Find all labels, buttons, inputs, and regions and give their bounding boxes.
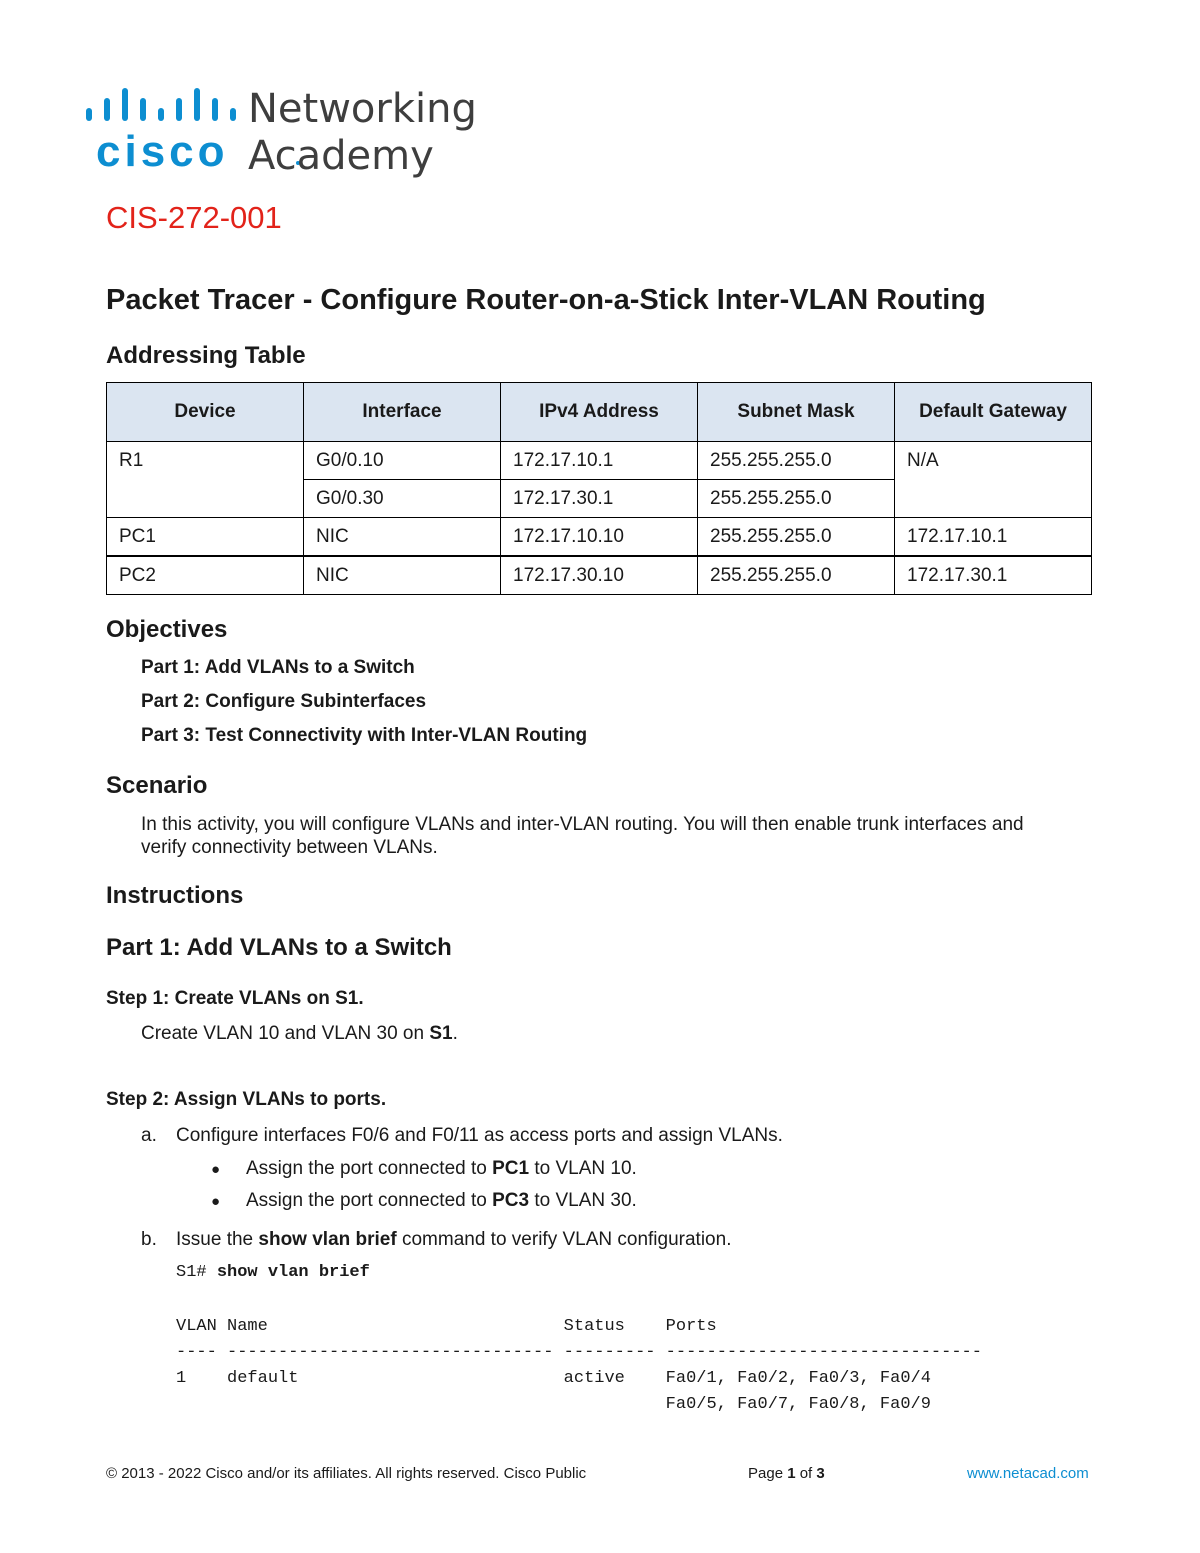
part1-heading: Part 1: Add VLANs to a Switch: [106, 934, 452, 961]
table-cell-ip: 172.17.30.1: [501, 480, 698, 518]
cisco-wordmark: cisco: [96, 127, 229, 176]
table-row: [107, 442, 1092, 480]
cli-output-row: 1 default active Fa0/1, Fa0/2, Fa0/3, Fa0/4: [176, 1369, 931, 1388]
logo-academy-text: Academy: [248, 133, 434, 179]
table-cell-interface: NIC: [304, 518, 501, 557]
cli-output-row: Fa0/5, Fa0/7, Fa0/8, Fa0/9: [176, 1395, 931, 1414]
cisco-networking-academy-logo: [82, 86, 482, 182]
table-header-cell: Default Gateway: [895, 383, 1092, 442]
scenario-heading: Scenario: [106, 772, 208, 799]
footer-netacad-link[interactable]: www.netacad.com: [967, 1465, 1089, 1482]
step1-device: S1: [429, 1023, 453, 1044]
table-cell-ip: 172.17.30.10: [501, 556, 698, 595]
table-cell-ip: 172.17.10.10: [501, 518, 698, 557]
table-cell-gateway: 172.17.10.1: [895, 518, 1092, 557]
table-cell-mask: 255.255.255.0: [698, 556, 895, 595]
logo-networking-text: Networking: [248, 86, 477, 132]
bullet-text-part: to VLAN 10.: [529, 1158, 637, 1179]
page-current: 1: [787, 1465, 796, 1482]
table-cell-mask: 255.255.255.0: [698, 480, 895, 518]
table-header-cell: Device: [107, 383, 304, 442]
bullet-text-part: to VLAN 30.: [529, 1190, 637, 1211]
bullet-icon: ●: [211, 1161, 221, 1178]
table-cell-interface: NIC: [304, 556, 501, 595]
objectives-heading: Objectives: [106, 616, 228, 643]
step2b-text-part: command to verify VLAN configuration.: [396, 1229, 732, 1250]
table-header-cell: Subnet Mask: [698, 383, 895, 442]
table-cell-device: PC1: [107, 518, 304, 557]
cli-output-header: VLAN Name Status Ports: [176, 1317, 717, 1336]
cli-output-rule: ---- -------------------------------- --------- -------------------------------: [176, 1343, 982, 1362]
table-cell-mask: 255.255.255.0: [698, 518, 895, 557]
table-cell-device: PC2: [107, 556, 304, 595]
step1-text: [141, 1022, 1061, 1045]
table-cell-interface: G0/0.30: [304, 480, 501, 518]
step2b-command: show vlan brief: [258, 1229, 397, 1250]
step2-bullet1: [246, 1158, 637, 1180]
cli-prompt: S1#: [176, 1263, 217, 1282]
table-header-row: [107, 383, 1092, 442]
step2a-text: Configure interfaces F0/6 and F0/11 as access ports and assign VLANs.: [176, 1125, 783, 1146]
objective-item: Part 2: Configure Subinterfaces: [141, 691, 427, 712]
step2-title: Step 2: Assign VLANs to ports.: [106, 1089, 387, 1110]
objective-item: Part 1: Add VLANs to a Switch: [141, 657, 415, 678]
addressing-table: [106, 382, 1092, 595]
footer-copyright: © 2013 - 2022 Cisco and/or its affiliates. All rights reserved. Cisco Public: [106, 1465, 587, 1482]
bullet-device: PC1: [492, 1158, 530, 1179]
addressing-table-heading: Addressing Table: [106, 342, 306, 369]
cli-command: show vlan brief: [216, 1263, 370, 1282]
scenario-text: In this activity, you will configure VLANs and inter-VLAN routing. You will then enable trunk interfaces and verify connectivity between VLANs.: [141, 814, 1024, 858]
bullet-text-part: Assign the port connected to: [246, 1158, 493, 1179]
step2b-text-part: Issue the: [176, 1229, 259, 1250]
step2b-text: [176, 1229, 731, 1251]
course-code: CIS-272-001: [106, 200, 282, 235]
bullet-icon: ●: [211, 1193, 221, 1210]
table-row: [107, 518, 1092, 557]
instructions-heading: Instructions: [106, 882, 244, 909]
footer-page-number: [748, 1465, 825, 1482]
step1-text-part: .: [452, 1023, 458, 1044]
bullet-text-part: Assign the port connected to: [246, 1190, 493, 1211]
page-title: Packet Tracer - Configure Router-on-a-Stick Inter-VLAN Routing: [106, 284, 986, 316]
table-header-cell: IPv4 Address: [501, 383, 698, 442]
table-cell-device: R1: [107, 442, 304, 518]
table-cell-mask: 255.255.255.0: [698, 442, 895, 480]
page-label: Page: [748, 1465, 788, 1482]
cli-command-line: [176, 1263, 370, 1282]
table-cell-interface: G0/0.10: [304, 442, 501, 480]
table-header-cell: Interface: [304, 383, 501, 442]
bullet-device: PC3: [492, 1190, 530, 1211]
step2-bullet2: [246, 1190, 637, 1212]
table-cell-gateway: N/A: [895, 442, 1092, 518]
table-cell-ip: 172.17.10.1: [501, 442, 698, 480]
step1-title: Step 1: Create VLANs on S1.: [106, 988, 364, 1009]
cisco-bars-icon: [82, 86, 242, 130]
step1-text-part: Create VLAN 10 and VLAN 30 on: [141, 1023, 430, 1044]
page-of: of: [795, 1465, 817, 1482]
list-letter-a: a.: [141, 1125, 157, 1146]
table-row: [107, 556, 1092, 595]
objective-item: Part 3: Test Connectivity with Inter-VLAN Routing: [141, 725, 588, 746]
page-total: 3: [816, 1465, 825, 1482]
list-letter-b: b.: [141, 1229, 157, 1250]
table-cell-gateway: 172.17.30.1: [895, 556, 1092, 595]
